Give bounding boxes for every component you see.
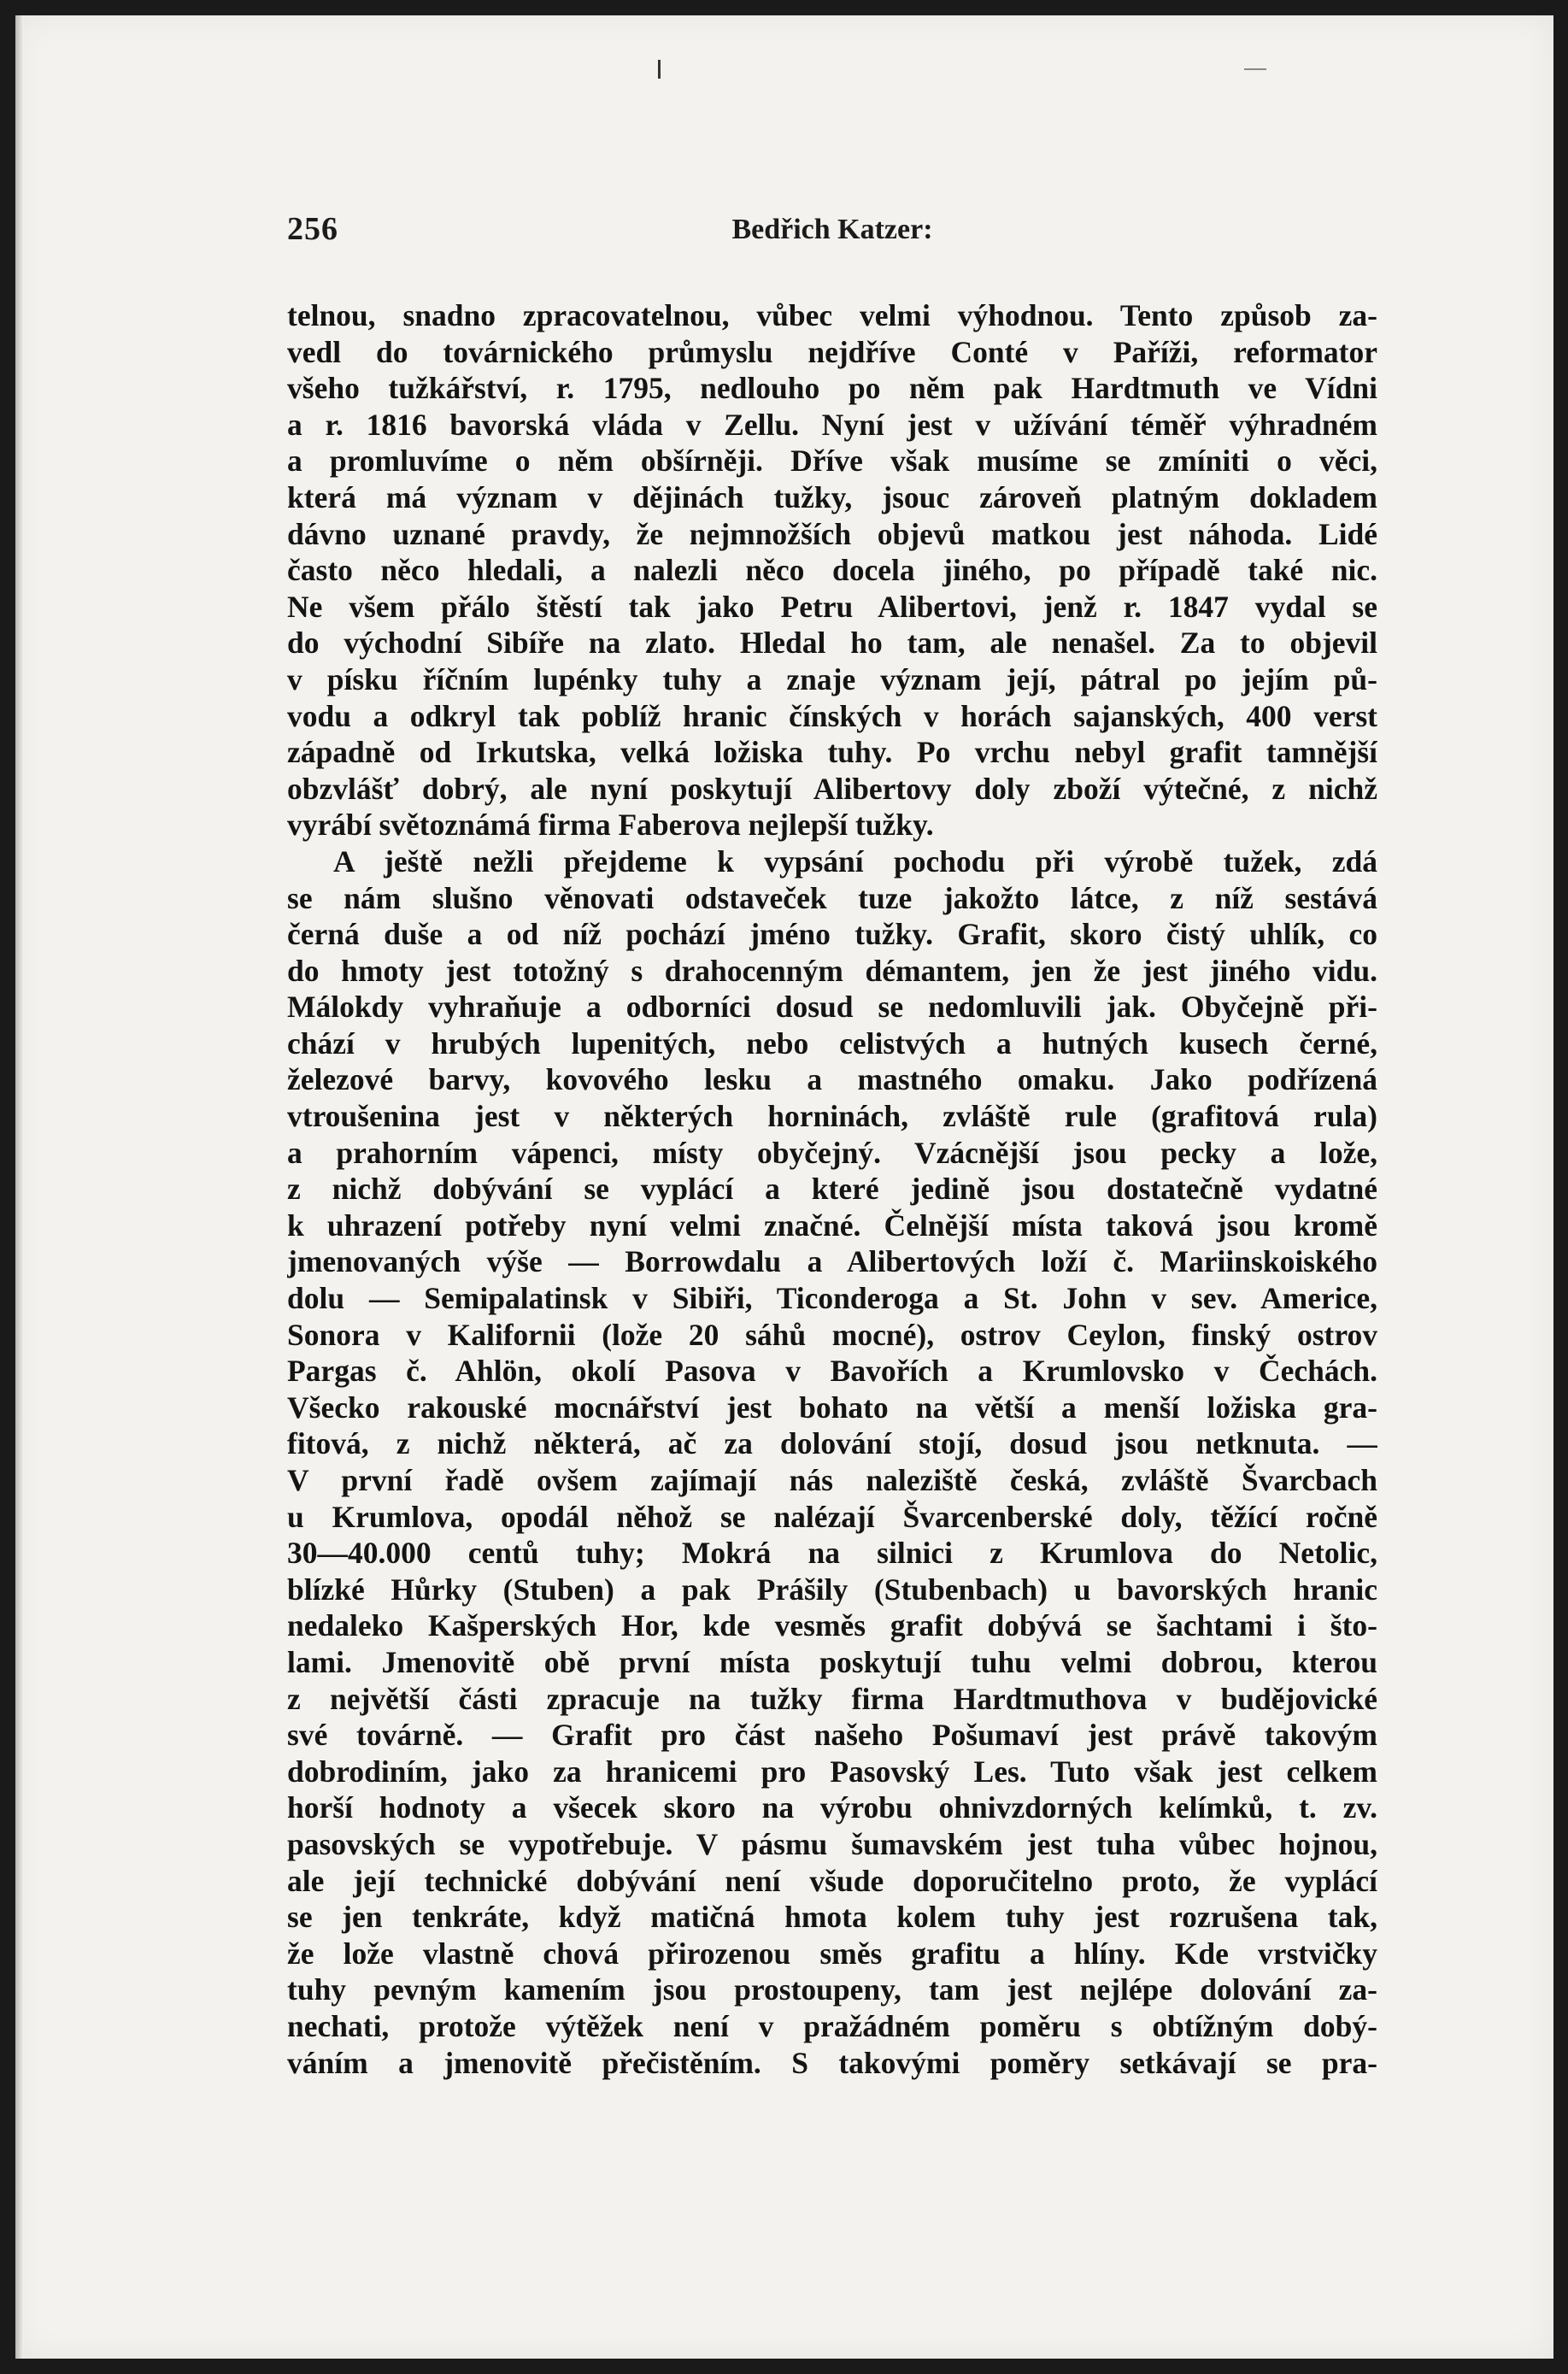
text-line: ale její technické dobývání není všude doporučitelno proto, že vyplácí: [287, 1863, 1377, 1898]
text-line: a prahorním vápenci, místy obyčejný. Vzácnější jsou pecky a lože,: [287, 1135, 1377, 1170]
text-line: 30—40.000 centů tuhy; Mokrá na silnici z Krumlova do Netolic,: [287, 1536, 1377, 1571]
text-line: často něco hledali, a nalezli něco docela jiného, po případě také nic.: [287, 553, 1377, 588]
text-line: z největší části zpracuje na tužky firma Hardtmuthova v budějovické: [287, 1681, 1377, 1716]
text-line: u Krumlova, opodál něhož se nalézají Švarcenberské doly, těžící ročně: [287, 1499, 1377, 1534]
text-line: železové barvy, kovového lesku a mastného omaku. Jako podřízená: [287, 1062, 1377, 1097]
body-text: [287, 297, 1377, 2081]
text-line: dobrodiním, jako za hranicemi pro Pasovský Les. Tuto však jest celkem: [287, 1754, 1377, 1789]
text-line: telnou, snadno zpracovatelnou, vůbec velmi výhodnou. Tento způsob za-: [287, 298, 1377, 332]
running-head-author: Bedřich Katzer:: [731, 214, 933, 245]
paragraph-1: [287, 297, 1377, 843]
text-line: se nám slušno věnovati odstaveček tuze jakožto látce, z níž sestává: [287, 880, 1377, 915]
text-line: západně od Irkutska, velká ložiska tuhy. Po vrchu nebyl grafit tamnější: [287, 735, 1377, 770]
text-line: všeho tužkářství, r. 1795, nedlouho po něm pak Hardtmuth ve Vídni: [287, 371, 1377, 406]
text-line: váním a jmenovitě přečistěním. S takovými poměry setkávají se pra-: [287, 2045, 1377, 2080]
page-header: [287, 210, 1377, 261]
text-line: která má význam v dějinách tužky, jsouc zároveň platným dokladem: [287, 479, 1377, 514]
text-line: Sonora v Kalifornii (lože 20 sáhů mocné), ostrov Ceylon, finský ostrov: [287, 1317, 1377, 1352]
text-line: že lože vlastně chová přirozenou směs grafitu a hlíny. Kde vrstvičky: [287, 1936, 1377, 1971]
text-line: a promluvíme o něm obšírněji. Dříve však musíme se zmíniti o věci,: [287, 444, 1377, 479]
text-line: blízké Hůrky (Stuben) a pak Prášily (Stubenbach) u bavorských hranic: [287, 1572, 1377, 1607]
text-line: vedl do továrnického průmyslu nejdříve Conté v Paříži, reformator: [287, 334, 1377, 369]
text-line: lami. Jmenovitě obě první místa poskytují tuhu velmi dobrou, kterou: [287, 1644, 1377, 1679]
scan-mark: [658, 60, 661, 79]
scan-mark: [1244, 68, 1266, 70]
text-line: nedaleko Kašperských Hor, kde vesměs grafit dobývá se šachtami i što-: [287, 1608, 1377, 1643]
text-line: chází v hrubých lupenitých, nebo celistvých a hutných kusech černé,: [287, 1025, 1377, 1061]
text-line: vyrábí světoznámá firma Faberova nejlepší tužky.: [287, 808, 934, 843]
text-line: tuhy pevným kamením jsou prostoupeny, tam jest nejlépe dolování za-: [287, 1972, 1377, 2007]
text-line: dolu — Semipalatinsk v Sibiři, Ticonderoga a St. John v sev. Americe,: [287, 1281, 1377, 1316]
text-line: A ještě nežli přejdeme k vypsání pochodu při výrobě tužek, zdá: [333, 843, 1377, 878]
text-line: Ne všem přálo štěstí tak jako Petru Alibertovi, jenž r. 1847 vydal se: [287, 589, 1377, 624]
text-line: horší hodnoty a všecek skoro na výrobu ohnivzdorných kelímků, t. zv.: [287, 1790, 1377, 1825]
text-line: vtroušenina jest v některých horninách, zvláště rule (grafitová rula): [287, 1099, 1377, 1134]
text-line: černá duše a od níž pochází jméno tužky. Grafit, skoro čistý uhlík, co: [287, 917, 1377, 952]
text-line: fitová, z nichž některá, ač za dolování stojí, dosud jsou netknuta. —: [287, 1426, 1377, 1461]
text-line: pasovských se vypotřebuje. V pásmu šumavském jest tuha vůbec hojnou,: [287, 1826, 1377, 1861]
text-line: z nichž dobývání se vyplácí a které jedině jsou dostatečně vydatné: [287, 1172, 1377, 1207]
book-page: [15, 15, 1553, 2359]
text-line: Pargas č. Ahlön, okolí Pasova v Bavořích a Krumlovsko v Čechách.: [287, 1354, 1377, 1389]
text-line: k uhrazení potřeby nyní velmi značné. Čelnější místa taková jsou kromě: [287, 1208, 1377, 1243]
text-line: své továrně. — Grafit pro část našeho Pošumaví jest právě takovým: [287, 1718, 1377, 1753]
page-spine-shadow: [15, 15, 24, 2359]
text-line: nechati, protože výtěžek není v pražádném poměru s obtížným dobý-: [287, 2008, 1377, 2043]
text-line: se jen tenkráte, když matičná hmota kolem tuhy jest rozrušena tak,: [287, 1900, 1377, 1935]
text-line: do hmoty jest totožný s drahocenným démantem, jen že jest jiného vidu.: [287, 953, 1377, 988]
text-line: Málokdy vyhraňuje a odborníci dosud se nedomluvili jak. Obyčejně při-: [287, 990, 1377, 1025]
text-line: a r. 1816 bavorská vláda v Zellu. Nyní jest v užívání téměř výhradném: [287, 407, 1377, 442]
text-line: jmenovaných výše — Borrowdalu a Alibertových loží č. Mariinskoiského: [287, 1244, 1377, 1279]
text-line: V první řadě ovšem zajímají nás naleziště česká, zvláště Švarcbach: [287, 1463, 1377, 1497]
text-line: vodu a odkryl tak poblíž hranic čínských v horách sajanských, 400 verst: [287, 698, 1377, 733]
text-line: obzvlášť dobrý, ale nyní poskytují Alibertovy doly zboží výtečné, z nichž: [287, 771, 1377, 806]
text-line: do východní Sibíře na zlato. Hledal ho tam, ale nenašel. Za to objevil: [287, 626, 1377, 661]
page-number: 256: [287, 211, 338, 247]
text-line: Všecko rakouské mocnářství jest bohato na větší a menší ložiska gra-: [287, 1390, 1377, 1425]
text-line: dávno uznané pravdy, že nejmnožších objevů matkou jest náhoda. Lidé: [287, 516, 1377, 551]
text-line: v písku říčním lupénky tuhy a znaje význam její, pátral po jejím pů-: [287, 661, 1377, 696]
paragraph-2: [287, 843, 1377, 2081]
